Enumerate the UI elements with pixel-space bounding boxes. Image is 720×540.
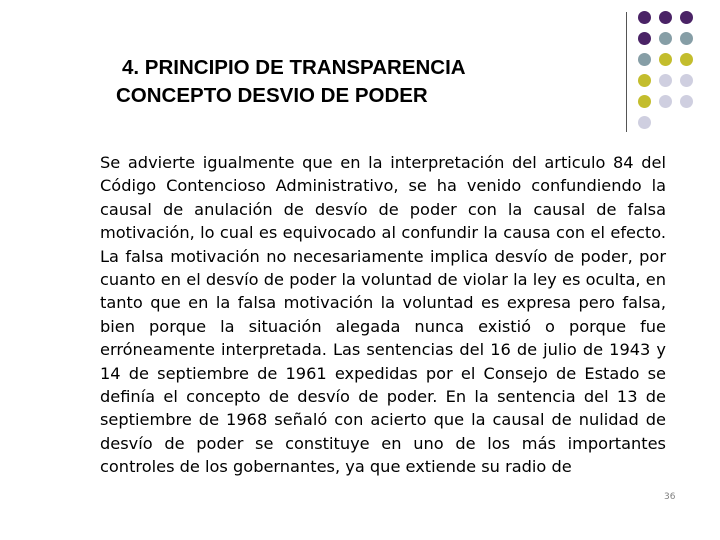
decorative-dot (638, 95, 651, 108)
decorative-dot (638, 11, 651, 24)
decorative-dot (659, 11, 672, 24)
slide-title-line-2: CONCEPTO DESVIO DE PODER (116, 84, 428, 107)
decorative-dot (638, 116, 651, 129)
decorative-dot (638, 74, 651, 87)
decorative-dot (680, 11, 693, 24)
slide-title (116, 54, 636, 110)
decorative-dot (680, 53, 693, 66)
decorative-divider (626, 12, 627, 132)
decorative-dot-grid (638, 11, 718, 131)
decorative-dot (680, 95, 693, 108)
decorative-dot (659, 53, 672, 66)
decorative-dot (659, 32, 672, 45)
page-number: 36 (664, 492, 676, 502)
decorative-dot (680, 74, 693, 87)
body-paragraph: Se advierte igualmente que en la interpretación del articulo 84 del Código Contencioso Administrativo, se ha venido confundiendo la causal de anulación de desvío de poder con la causal de falsa motivación, lo cual es equivocado al confundir la causa con el efecto. La falsa motivación no necesariamente implica desvío de poder, por cuanto en el desvío de poder la voluntad de violar la ley es oculta, en tanto que en la falsa motivación la voluntad es expresa pero falsa, bien porque la situación alegada nunca existió o porque fue erróneamente interpretada. Las sentencias del 16 de julio de 1943 y 14 de septiembre de 1961 expedidas por el Consejo de Estado se definía el concepto de desvío de poder. En la sentencia del 13 de septiembre de 1968 señaló con acierto que la causal de nulidad de desvío de poder se constituye en uno de los más importantes controles de los gobernantes, ya que extiende su radio de (100, 153, 666, 477)
decorative-dot (659, 74, 672, 87)
decorative-dot (680, 32, 693, 45)
decorative-dot (638, 53, 651, 66)
decorative-dot (659, 95, 672, 108)
decorative-dot (638, 32, 651, 45)
slide-title-line-1: 4. PRINCIPIO DE TRANSPARENCIA (122, 56, 466, 79)
